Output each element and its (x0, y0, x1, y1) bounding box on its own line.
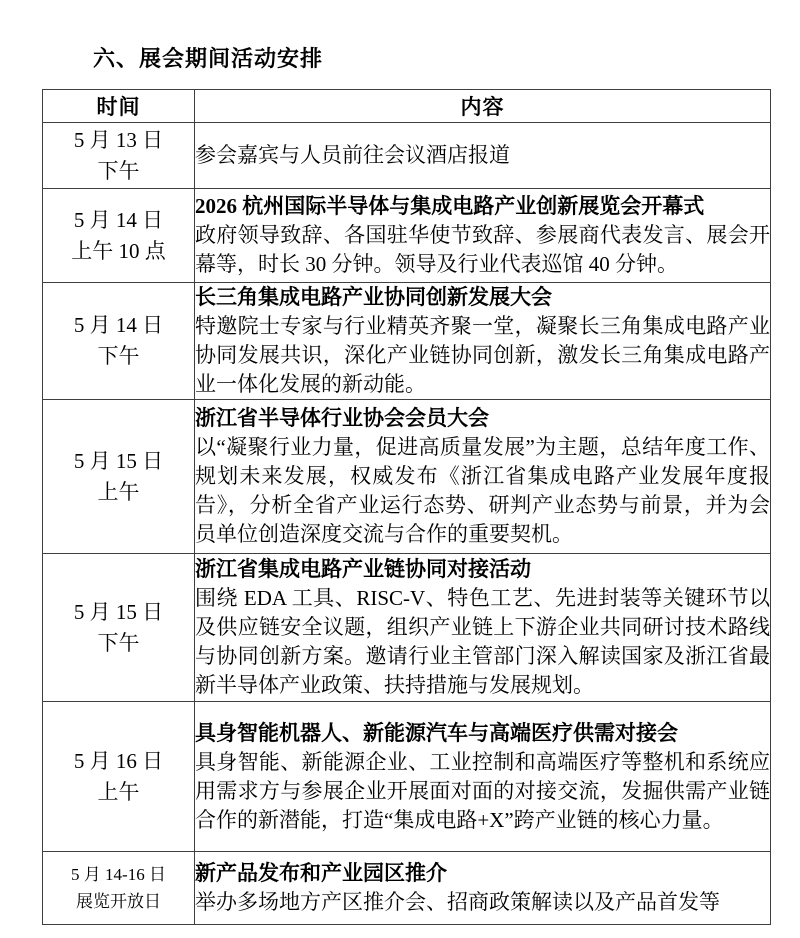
time-cell (43, 400, 195, 554)
table-row (43, 123, 771, 189)
time-date: 5 月 14 日 (73, 313, 164, 337)
time-date: 5 月 16 日 (73, 748, 164, 773)
event-title: 2026 杭州国际半导体与集成电路产业创新展览会开幕式 (195, 194, 705, 218)
table-header-row (43, 90, 771, 123)
time-date: 5 月 15 日 (73, 599, 164, 624)
content-cell (195, 123, 771, 189)
time-period: 下午 (97, 630, 140, 655)
event-description: 围绕 EDA 工具、RISC-V、特色工艺、先进封装等关键环节以及供应链安全议题，组织产业链上下游企业共同研讨技术路线与协同创新方案。邀请行业主管部门深入解读国家及浙江省最新半导体产业政策、扶持措施与发展规划。 (195, 586, 770, 697)
time-column-header: 时间 (43, 90, 195, 123)
event-title: 浙江省半导体行业协会会员大会 (195, 406, 489, 430)
time-date: 5 月 14-16 日 (71, 865, 166, 884)
event-description: 具身智能、新能源企业、工业控制和高端医疗等整机和系统应用需求方与参展企业开展面对面的对接交流，发掘供需产业链合作的新潜能，打造“集成电路+X”跨产业链的核心力量。 (195, 749, 770, 832)
event-description: 政府领导致辞、各国驻华使节致辞、参展商代表发言、展会开幕等，时长 30 分钟。领导及行业代表巡馆 40 分钟。 (195, 223, 770, 276)
table-row (43, 702, 771, 852)
time-cell (43, 702, 195, 852)
time-period: 下午 (97, 344, 140, 368)
time-period: 上午 10 点 (71, 238, 166, 263)
table-row (43, 400, 771, 554)
content-cell (195, 400, 771, 554)
event-description: 以“凝聚行业力量，促进高质量发展”为主题，总结年度工作、规划未来发展，权威发布《浙江省集成电路产业发展年度报告》，分析全省产业运行态势、研判产业态势与前景，并为会员单位创造深度交流与合作的重要契机。 (195, 435, 770, 546)
content-cell (195, 852, 771, 925)
time-period: 展览开放日 (76, 892, 161, 911)
time-date: 5 月 13 日 (73, 127, 164, 152)
content-column-header: 内容 (195, 90, 771, 123)
event-title: 浙江省集成电路产业链协同对接活动 (195, 557, 531, 581)
time-cell (43, 554, 195, 702)
event-description: 参会嘉宾与人员前往会议酒店报道 (195, 143, 510, 167)
time-cell (43, 852, 195, 925)
time-period: 上午 (97, 779, 140, 804)
event-description: 特邀院士专家与行业精英齐聚一堂，凝聚长三角集成电路产业协同发展共识，深化产业链协同创新，激发长三角集成电路产业一体化发展的新动能。 (195, 314, 770, 396)
time-date: 5 月 15 日 (73, 448, 164, 473)
event-title: 具身智能机器人、新能源汽车与高端医疗供需对接会 (195, 720, 678, 745)
table-row (43, 852, 771, 925)
event-description: 举办多场地方产区推介会、招商政策解读以及产品首发等 (195, 890, 720, 914)
time-period: 上午 (97, 479, 140, 504)
time-period: 下午 (97, 158, 140, 183)
section-title: 六、展会期间活动安排 (93, 46, 324, 71)
time-cell (43, 283, 195, 400)
schedule-table (42, 89, 771, 925)
event-title: 新产品发布和产业园区推介 (195, 861, 447, 885)
content-cell (195, 189, 771, 283)
content-cell (195, 554, 771, 702)
content-cell (195, 702, 771, 852)
table-row (43, 554, 771, 702)
content-cell (195, 283, 771, 400)
time-cell (43, 189, 195, 283)
time-cell (43, 123, 195, 189)
table-row (43, 283, 771, 400)
event-title: 长三角集成电路产业协同创新发展大会 (195, 285, 552, 309)
time-date: 5 月 14 日 (73, 207, 164, 232)
table-row (43, 189, 771, 283)
